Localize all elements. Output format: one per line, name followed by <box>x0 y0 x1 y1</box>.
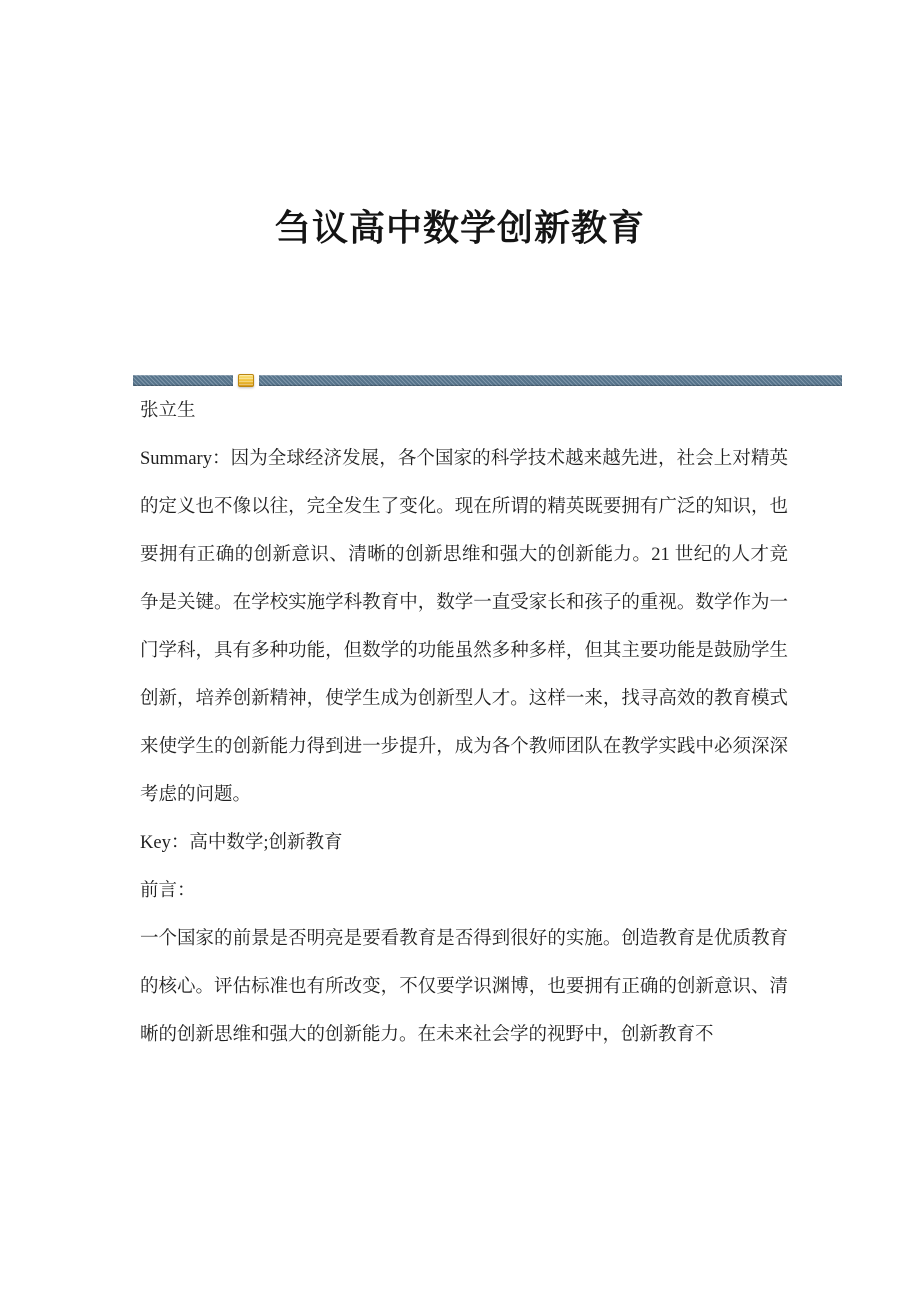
keywords-text: 高中数学;创新教育 <box>189 833 343 853</box>
section-divider <box>133 374 842 387</box>
summary-label: Summary： <box>140 449 231 469</box>
keywords-line <box>140 819 788 867</box>
summary-paragraph <box>140 435 788 819</box>
preface-paragraph: 一个国家的前景是否明亮是要看教育是否得到很好的实施。创造教育是优质教育的核心。评估标准也有所改变，不仅要学识渊博，也要拥有正确的创新意识、清晰的创新思维和强大的创新能力。在未来社会学的视野中，创新教育不 <box>140 929 788 1045</box>
divider-icon-gap <box>233 374 259 387</box>
divider-bar-left <box>133 375 233 386</box>
divider-bar-right <box>259 375 842 386</box>
preface-heading: 前言： <box>140 881 196 901</box>
summary-text: 因为全球经济发展，各个国家的科学技术越来越先进，社会上对精英的定义也不像以往，完全发生了变化。现在所谓的精英既要拥有广泛的知识，也要拥有正确的创新意识、清晰的创新思维和强大的创新能力。21 世纪的人才竞争是关键。在学校实施学科教育中，数学一直受家长和孩子的重视。数学作为一门学科，具有多种功能，但数学的功能虽然多种多样，但其主要功能是鼓励学生创新，培养创新精神，使学生成为创新型人才。这样一来，找寻高效的教育模式来使学生的创新能力得到进一步提升，成为各个教师团队在教学实践中必须深深考虑的问题。 <box>140 449 788 805</box>
gold-marker-icon <box>238 374 254 387</box>
keywords-label: Key： <box>140 833 190 853</box>
article-title: 刍议高中数学创新教育 <box>274 208 645 248</box>
article-body <box>140 387 788 1059</box>
author-name: 张立生 <box>140 401 196 421</box>
